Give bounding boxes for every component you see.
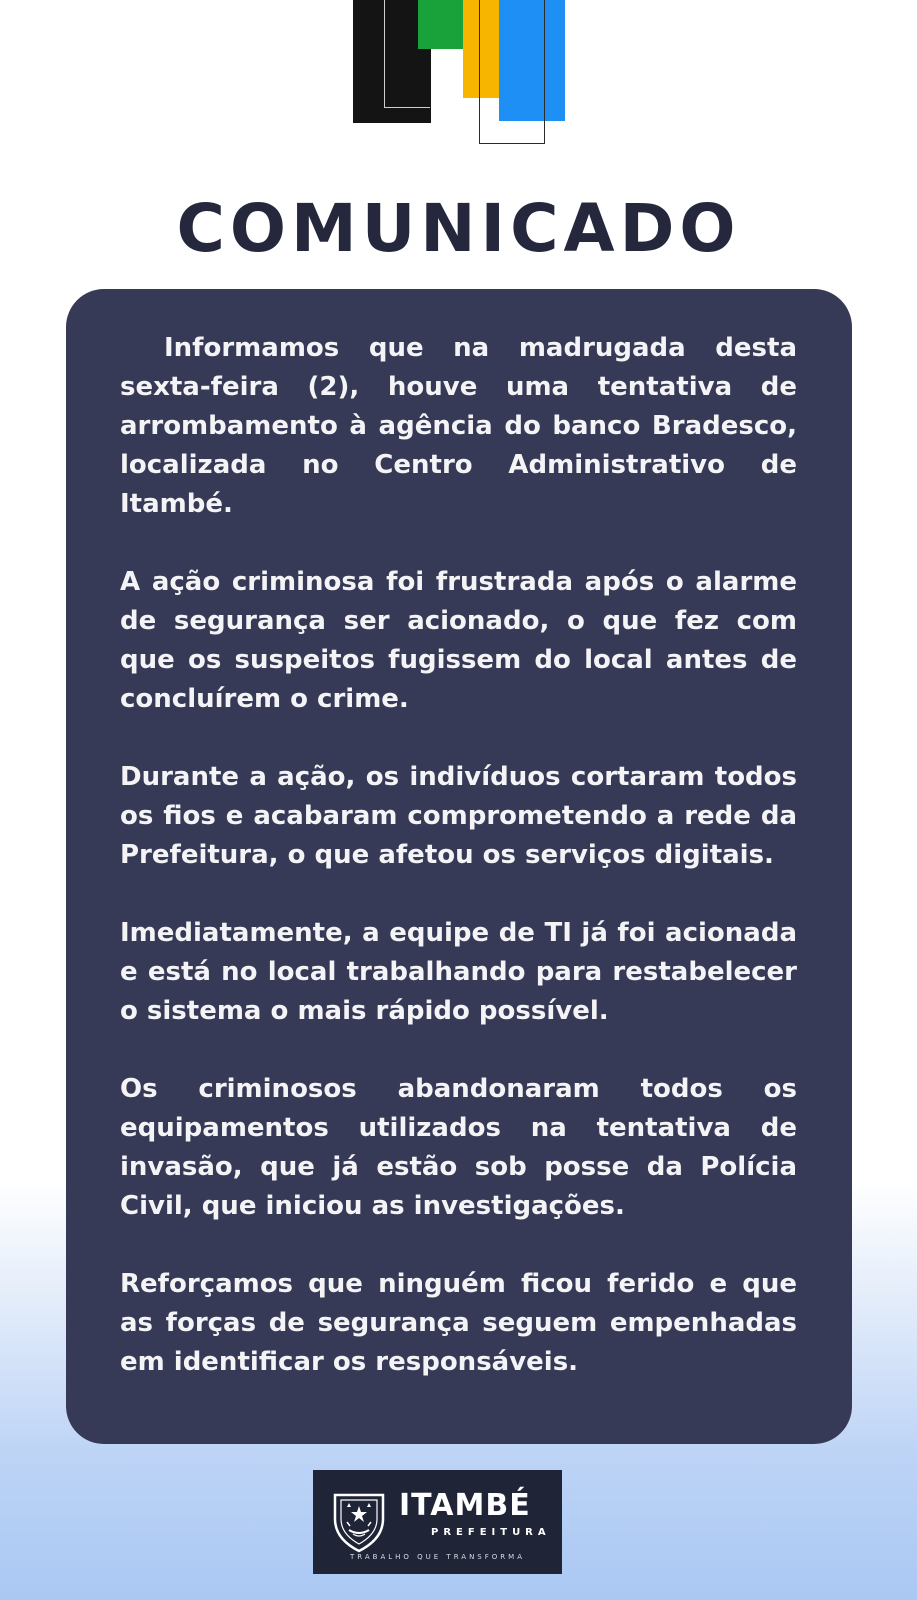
notice-card (66, 289, 852, 1444)
outline-bar (384, 0, 430, 108)
prefeitura-logo (313, 1470, 562, 1574)
page-title: COMUNICADO (176, 190, 741, 267)
notice-paragraph: Os criminosos abandonaram todos os equipamentos utilizados na tentativa de invasão, que já estão sob posse da Polícia Civil, que iniciou as investigações. (120, 1074, 797, 1221)
coat-of-arms-icon (329, 1489, 389, 1553)
color-bars-logo (0, 0, 917, 150)
brand-subtitle: PREFEITURA (431, 1527, 551, 1538)
brand-name: ITAMBÉ (399, 1488, 531, 1523)
brand-tagline: TRABALHO QUE TRANSFORMA (350, 1553, 525, 1561)
outline-bar (479, 0, 545, 144)
notice-paragraph: Reforçamos que ninguém ficou ferido e que as forças de segurança seguem empenhadas em identificar os responsáveis. (120, 1269, 797, 1377)
notice-paragraph: Imediatamente, a equipe de TI já foi acionada e está no local trabalhando para restabelecer o sistema o mais rápido possível. (120, 918, 797, 1026)
notice-paragraph: Durante a ação, os indivíduos cortaram todos os fios e acabaram comprometendo a rede da Prefeitura, o que afetou os serviços digitais. (120, 762, 797, 870)
notice-paragraph: A ação criminosa foi frustrada após o alarme de segurança ser acionado, o que fez com que os suspeitos fugissem do local antes de concluírem o crime. (120, 567, 797, 714)
notice-paragraph: Informamos que na madrugada desta sexta-feira (2), houve uma tentativa de arrombamento à agência do banco Bradesco, localizada no Centro Administrativo de Itambé. (120, 333, 797, 519)
